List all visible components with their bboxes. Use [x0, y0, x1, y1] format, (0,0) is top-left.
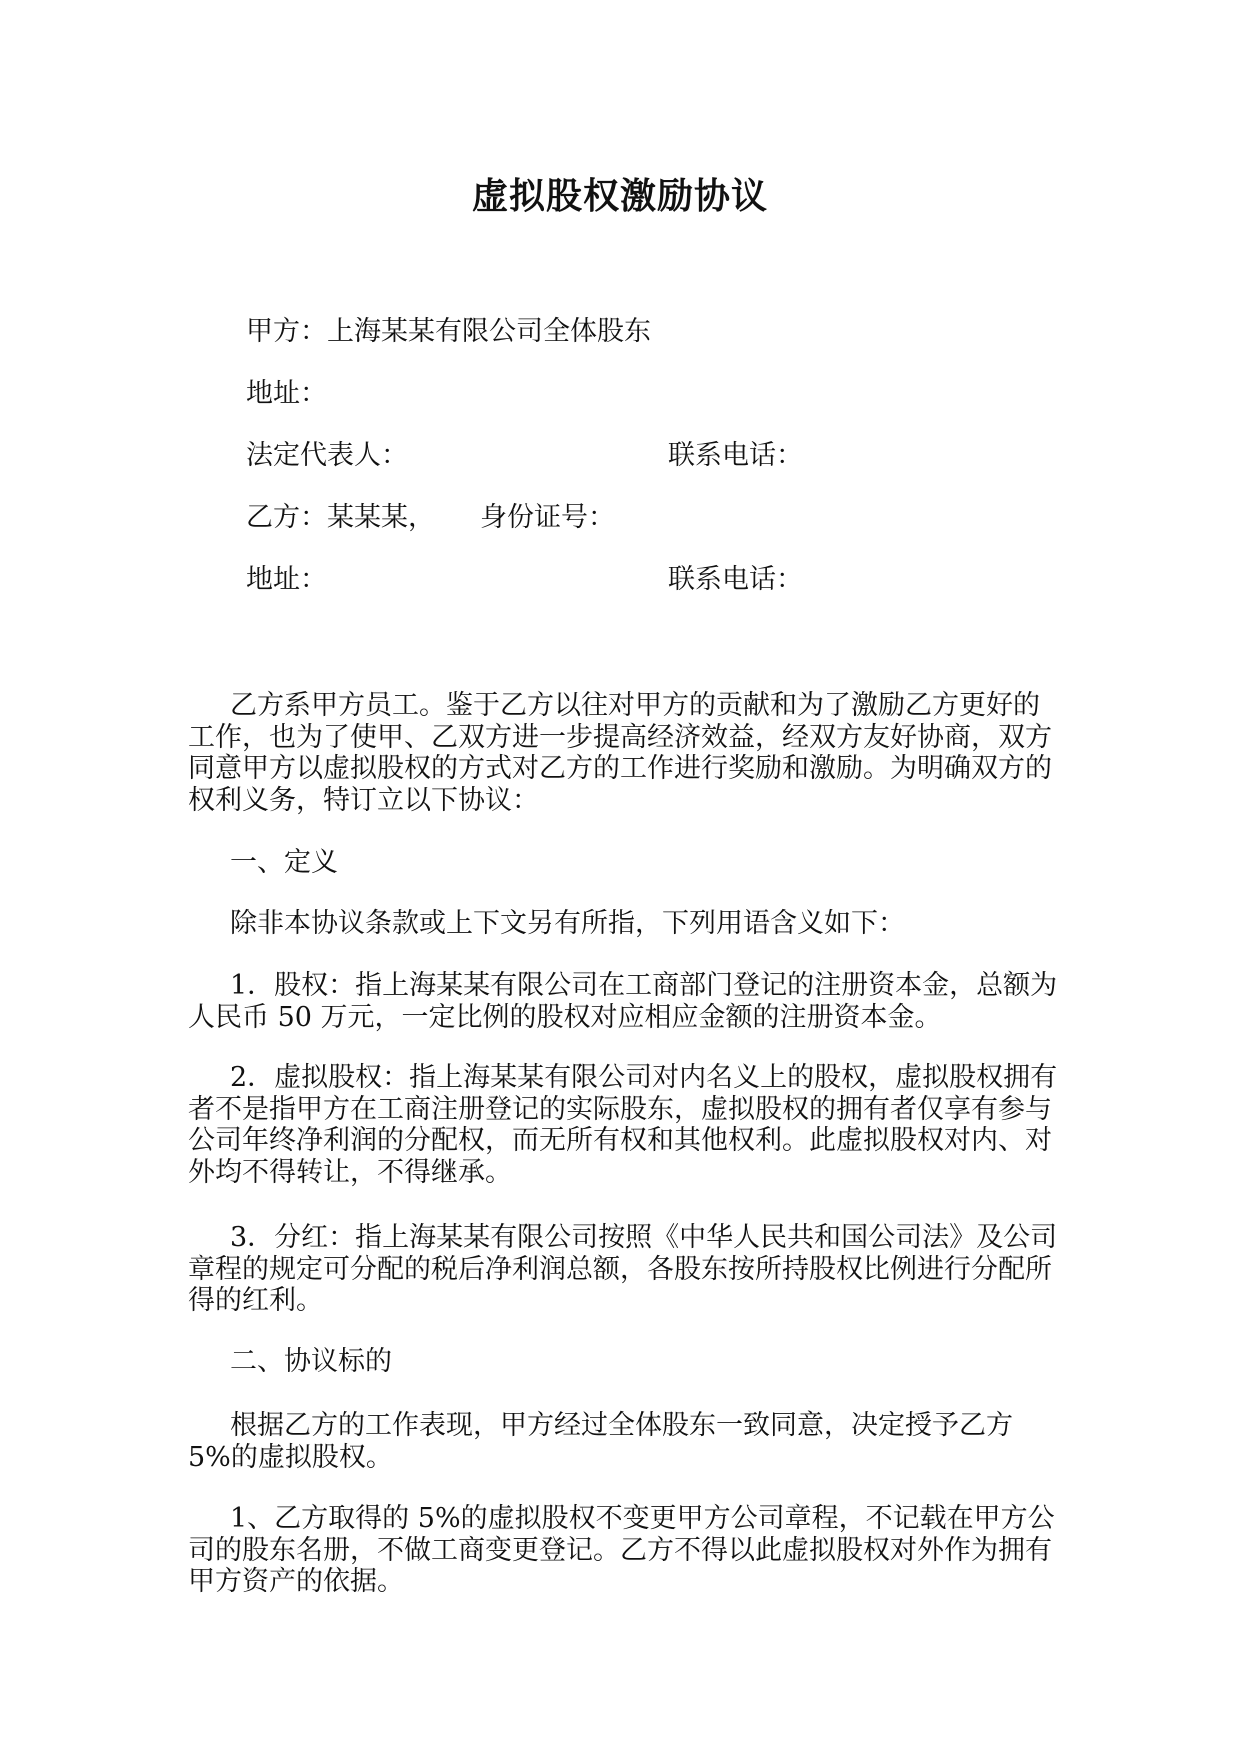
party-b-name: 乙方：某某某，: [246, 502, 435, 533]
preamble-paragraph: 乙方系甲方员工。鉴于乙方以往对甲方的贡献和为了激励乙方更好的工作，也为了使甲、乙双方进一步提高经济效益，经双方友好协商，双方同意甲方以虚拟股权的方式对乙方的工作进行奖励和激励。为明确双方的权利义务，特订立以下协议：: [188, 690, 1052, 816]
party-a-address-label: 地址：: [246, 378, 327, 409]
section-2-item-1: 1、乙方取得的 5%的虚拟股权不变更甲方公司章程，不记载在甲方公司的股东名册，不做工商变更登记。乙方不得以此虚拟股权对外作为拥有甲方资产的依据。: [188, 1503, 1055, 1597]
party-b-id-label: 身份证号：: [480, 502, 615, 533]
party-a-name: 甲方：上海某某有限公司全体股东: [246, 316, 651, 347]
definition-dividend: 3．分红：指上海某某有限公司按照《中华人民共和国公司法》及公司章程的规定可分配的税后净利润总额，各股东按所持股权比例进行分配所得的红利。: [188, 1222, 1058, 1316]
definition-virtual-equity: 2．虚拟股权：指上海某某有限公司对内名义上的股权，虚拟股权拥有者不是指甲方在工商注册登记的实际股东，虚拟股权的拥有者仅享有参与公司年终净利润的分配权，而无所有权和其他权利。此虚拟股权对内、对外均不得转让，不得继承。: [188, 1062, 1058, 1188]
party-a-phone-label: 联系电话：: [668, 440, 803, 471]
section-2-heading: 二、协议标的: [230, 1346, 392, 1377]
section-1-intro: 除非本协议条款或上下文另有所指，下列用语含义如下：: [230, 908, 905, 939]
section-1-heading: 一、定义: [230, 847, 338, 878]
document-title: 虚拟股权激励协议: [471, 176, 768, 217]
party-b-address-label: 地址：: [246, 564, 327, 595]
section-2-intro: 根据乙方的工作表现，甲方经过全体股东一致同意，决定授予乙方 5%的虚拟股权。: [188, 1410, 1013, 1473]
party-a-legal-rep-label: 法定代表人：: [246, 440, 408, 471]
definition-equity: 1．股权：指上海某某有限公司在工商部门登记的注册资本金，总额为人民币 50 万元，一定比例的股权对应相应金额的注册资本金。: [188, 970, 1058, 1033]
party-b-phone-label: 联系电话：: [668, 564, 803, 595]
